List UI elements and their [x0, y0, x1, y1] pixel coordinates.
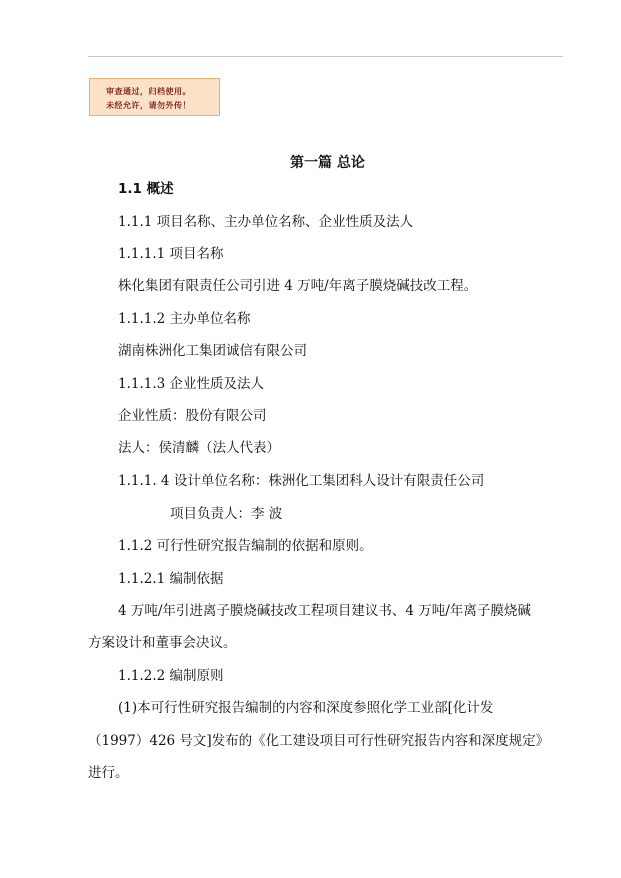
paragraph-line: 1.1.1.1 项目名称	[118, 246, 224, 262]
paragraph-line: 1.1.1.3 企业性质及法人	[118, 376, 265, 392]
paragraph-line: 1.1.1 项目名称、主办单位名称、企业性质及法人	[118, 214, 414, 230]
paragraph-line: 1.1.2.2 编制原则	[118, 668, 224, 684]
paragraph-line: 湖南株洲化工集团诚信有限公司	[118, 343, 307, 359]
section-heading: 1.1 概述	[118, 181, 174, 197]
paragraph-line: 进行。	[88, 765, 129, 781]
paragraph-line: 方案设计和董事会决议。	[88, 635, 237, 651]
paragraph-line: 项目负责人：李 波	[170, 506, 283, 522]
paragraph-line: 1.1.2.1 编制依据	[118, 571, 224, 587]
paragraph-line: 4 万吨/年引进离子膜烧碱技改工程项目建议书、4 万吨/年离子膜烧碱	[118, 603, 531, 619]
watermark-stamp	[89, 78, 220, 116]
paragraph-line: （1997）426 号文]发布的《化工建设项目可行性研究报告内容和深度规定》	[88, 733, 550, 749]
paragraph-line: 1.1.2 可行性研究报告编制的依据和原则。	[118, 538, 373, 554]
paragraph-line: 1.1.1. 4 设计单位名称：株洲化工集团科人设计有限责任公司	[118, 473, 485, 489]
paragraph-line: 企业性质：股份有限公司	[118, 408, 267, 424]
stamp-line-1: 审查通过，归档使用。	[106, 87, 191, 96]
header-rule	[88, 56, 563, 57]
paragraph-line: (1)本可行性研究报告编制的内容和深度参照化学工业部[化计发	[118, 700, 494, 716]
stamp-line-2: 未经允许，请勿外传！	[106, 101, 191, 110]
paragraph-line: 1.1.1.2 主办单位名称	[118, 311, 251, 327]
paragraph-line: 株化集团有限责任公司引进 4 万吨/年离子膜烧碱技改工程。	[118, 278, 478, 294]
chapter-title: 第一篇 总论	[290, 155, 365, 171]
paragraph-line: 法人：侯清麟（法人代表）	[118, 440, 280, 456]
